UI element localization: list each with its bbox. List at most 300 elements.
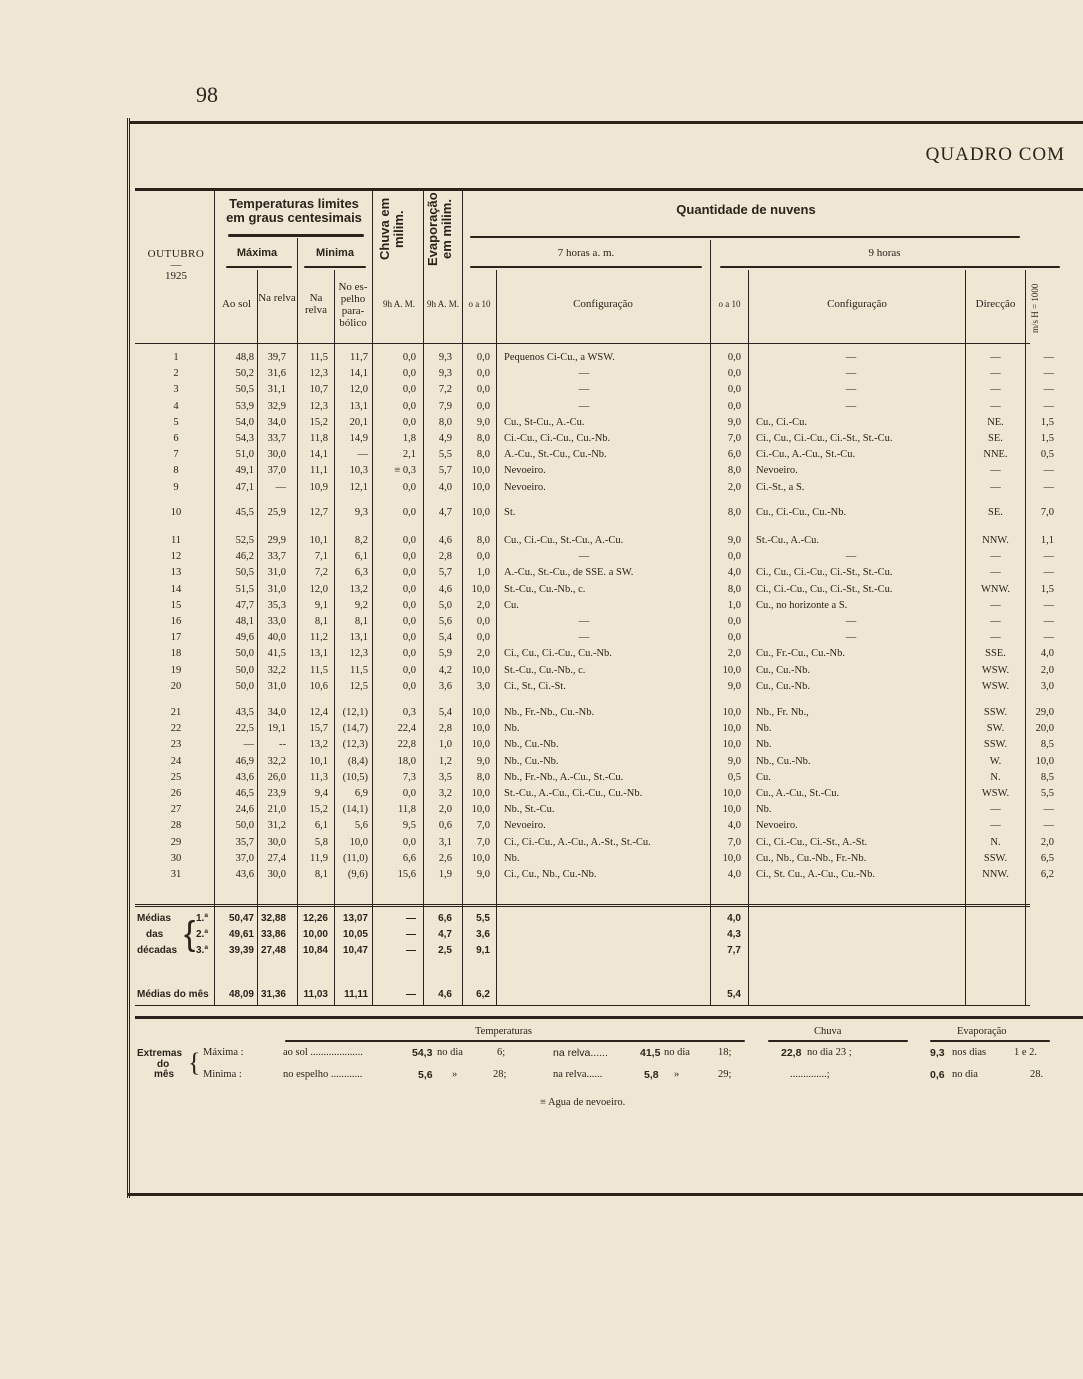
- evap-cell: 4,6: [438, 583, 452, 595]
- max-sol-cell: 48,8: [235, 352, 254, 363]
- evap-header: Evaporação em milim.: [425, 192, 454, 266]
- min-espelho-value: 5,6: [418, 1069, 433, 1081]
- header-top-rule: [135, 188, 1083, 191]
- direccao-header: Direcção: [975, 298, 1016, 310]
- nuvens-9h-cell: 9,0: [727, 416, 741, 428]
- nuvens-7h-cell: 8,0: [476, 771, 490, 783]
- nuvens-7h-cell: 10,0: [471, 723, 490, 735]
- nuvens-7h-cell: 0,0: [476, 632, 490, 644]
- direccao-cell: —: [990, 820, 1001, 832]
- min-relva-cell: 10,1: [309, 755, 328, 767]
- decade-2: 2.ª: [196, 929, 209, 940]
- max-relva-cell: 39,7: [267, 352, 286, 363]
- nuvens-7h-cell: 7,0: [476, 836, 490, 848]
- day-cell: 10: [170, 506, 182, 518]
- col-rule: [372, 188, 373, 1005]
- summary-cell: 5,5: [476, 913, 490, 924]
- chuva-cell: 0,0: [402, 648, 416, 660]
- direccao-cell: N.: [990, 836, 1001, 848]
- nuvens-9h-cell: 10,0: [722, 723, 741, 735]
- config-7h-cell: —: [578, 551, 590, 563]
- summary-cell: 3,6: [476, 929, 490, 940]
- col-rule: [214, 188, 215, 1005]
- direccao-cell: —: [990, 804, 1001, 816]
- min-espelho-cell: (12,1): [342, 707, 368, 718]
- summary-cell: 9,1: [476, 945, 490, 956]
- swash: [768, 1040, 908, 1042]
- max-sol-cell: 46,5: [235, 788, 254, 799]
- summary-cell: 4,7: [438, 929, 452, 940]
- summary-cell: 6,6: [438, 913, 452, 924]
- no-dia: no dia: [664, 1047, 690, 1058]
- day-cell: 31: [170, 869, 182, 880]
- day-cell: 7: [173, 449, 179, 461]
- day-cell: 6: [173, 433, 179, 444]
- swash: [470, 236, 1020, 238]
- min-relva-cell: 14,1: [309, 449, 328, 461]
- max-relva-cell: 33,7: [267, 433, 286, 444]
- max-relva-cell: 30,0: [267, 869, 286, 880]
- evap-cell: 9,3: [438, 352, 452, 363]
- min-espelho-cell: 6,9: [354, 788, 368, 799]
- wind-cell: —: [1043, 551, 1054, 563]
- nuvens-7h-cell: 0,0: [476, 616, 490, 627]
- min-espelho-cell: (9,6): [347, 869, 368, 880]
- min-relva-cell: 12,7: [309, 506, 328, 518]
- chuva-min-text: ..............;: [790, 1069, 830, 1080]
- min-espelho-cell: (14,7): [342, 723, 368, 735]
- config-7h-cell: —: [578, 368, 590, 380]
- temp-header: Temperaturas limites em graus centesimais: [226, 196, 362, 225]
- config-9h-cell: —: [845, 368, 857, 380]
- max-relva-cell: 35,3: [267, 599, 286, 611]
- max-relva-cell: 32,2: [267, 664, 286, 676]
- wind-cell: 5,5: [1040, 788, 1054, 799]
- nuvens-7h-cell: 10,0: [471, 804, 490, 816]
- wind-cell: —: [1043, 352, 1054, 363]
- nuvens-9h-cell: 1,0: [727, 599, 741, 611]
- wind-cell: —: [1043, 616, 1054, 627]
- chuva-cell: 7,3: [402, 771, 416, 783]
- nuvens-7h-cell: 8,0: [476, 449, 490, 461]
- mes-cell: 11,03: [303, 989, 328, 1000]
- nuvens-9h-cell: 7,0: [727, 433, 741, 444]
- config-9h-cell: Nevoeiro.: [756, 465, 798, 477]
- brace: {: [184, 915, 196, 953]
- max-sol-cell: 50,2: [235, 368, 254, 380]
- config-7h-cell: St.-Cu., Cu.-Nb., c.: [504, 664, 586, 676]
- min-relva-cell: 15,2: [309, 804, 328, 816]
- evap-cell: 5,7: [438, 567, 452, 579]
- day-cell: 3: [173, 384, 179, 396]
- evap-cell: 4,6: [438, 535, 452, 546]
- direccao-cell: —: [990, 352, 1001, 363]
- chuva-cell: ≡ 0,3: [394, 465, 416, 477]
- direccao-cell: NNE.: [983, 449, 1008, 461]
- na-relva-max-header: Na relva: [258, 292, 296, 304]
- day-cell: 15: [170, 599, 182, 611]
- config-7h-cell: —: [578, 400, 590, 412]
- direccao-cell: —: [990, 368, 1001, 380]
- config-9h-cell: Cu.: [756, 771, 771, 783]
- max-sol-cell: 43,6: [235, 869, 254, 880]
- direccao-cell: —: [990, 599, 1001, 611]
- config-9h-cell: —: [845, 616, 857, 627]
- direccao-cell: —: [990, 551, 1001, 563]
- max-relva-cell: --: [279, 739, 286, 751]
- evap-min-value: 0,6: [930, 1069, 945, 1081]
- decadas-label: décadas: [137, 945, 178, 956]
- max-sol-cell: 49,6: [235, 632, 254, 644]
- chuva-cell: 0,0: [402, 567, 416, 579]
- day-cell: 20: [170, 680, 182, 692]
- nuvens-9h-cell: 9,0: [727, 680, 741, 692]
- chuva-cell: 0,0: [402, 416, 416, 428]
- min-espelho-cell: —: [357, 449, 368, 461]
- min-espelho-cell: (14,1): [342, 804, 368, 816]
- col-rule: [462, 188, 463, 1005]
- max-relva-cell: 33,0: [267, 616, 286, 627]
- direccao-cell: SW.: [986, 723, 1005, 735]
- direccao-cell: W.: [989, 755, 1002, 767]
- nuvens-header: Quantidade de nuvens: [676, 202, 816, 217]
- config-header: Configuração: [573, 298, 633, 310]
- summary-cell: 10,00: [302, 929, 328, 940]
- config-7h-cell: St.-Cu., A.-Cu., Ci.-Cu., Cu.-Nb.: [504, 788, 643, 799]
- config-9h-cell: Nb., Cu.-Nb.: [756, 755, 811, 767]
- max-relva-cell: 31,1: [267, 384, 286, 396]
- evap-cell: 1,2: [438, 755, 452, 767]
- config-9h-cell: Cu., Cu.-Nb.: [756, 680, 810, 692]
- evap-cell: 1,9: [438, 869, 452, 880]
- col-rule: [748, 270, 749, 1005]
- config-7h-cell: Cu., St-Cu., A.-Cu.: [504, 416, 585, 428]
- wind-cell: 1,1: [1040, 535, 1054, 546]
- min-relva-cell: 13,1: [309, 648, 328, 660]
- max-sol-cell: 46,9: [235, 755, 254, 767]
- config-7h-cell: Nevoeiro.: [504, 465, 546, 477]
- chuva-cell: 11,8: [398, 804, 416, 816]
- max-sol-value: 54,3: [412, 1047, 433, 1059]
- config-7h-cell: St.: [504, 506, 516, 518]
- max-sol-cell: 22,5: [235, 723, 254, 735]
- wind-cell: 8,5: [1040, 771, 1054, 783]
- min-relva-cell: 11,3: [310, 771, 328, 783]
- col-rule: [423, 188, 424, 1005]
- month-dash: —: [170, 259, 182, 271]
- min-relva-cell: 5,8: [314, 836, 328, 848]
- nuvens-9h-cell: 0,0: [727, 632, 741, 644]
- min-relva-cell: 15,7: [309, 723, 328, 735]
- swash: [285, 1040, 745, 1042]
- max-sol-cell: 43,6: [235, 771, 254, 783]
- ao-sol-label: ao sol ....................: [283, 1047, 363, 1058]
- nuvens-9h-cell: 4,0: [727, 820, 741, 832]
- min-relva-cell: 12,0: [309, 583, 328, 595]
- config-7h-cell: A.-Cu., St.-Cu., Cu.-Nb.: [504, 449, 607, 461]
- nuvens-7h-cell: 8,0: [476, 535, 490, 546]
- chuva-cell: 0,0: [402, 506, 416, 518]
- max-relva-cell: 29,9: [267, 535, 286, 546]
- direccao-cell: SSE.: [985, 648, 1006, 660]
- nuvens-9h-cell: 8,0: [727, 583, 741, 595]
- wind-cell: —: [1043, 368, 1054, 380]
- config-9h-cell: Cu., no horizonte a S.: [756, 599, 848, 611]
- swash: [720, 266, 1060, 268]
- direccao-cell: —: [990, 632, 1001, 644]
- summary-cell: 4,0: [727, 913, 741, 924]
- nuvens-7h-cell: 0,0: [476, 551, 490, 563]
- max-sol-cell: 50,0: [235, 664, 254, 676]
- evap-cell: 4,2: [438, 664, 452, 676]
- min-espelho-cell: 12,5: [349, 680, 368, 692]
- evap-cell: 3,1: [438, 836, 452, 848]
- wind-cell: 2,0: [1040, 664, 1054, 676]
- chuva-cell: 18,0: [397, 755, 416, 767]
- extremas-top-rule: [135, 1016, 1083, 1019]
- min-relva-value: 5,8: [644, 1069, 659, 1081]
- chuva-max-text: no dia 23 ;: [807, 1047, 852, 1058]
- min-espelho-cell: 14,9: [349, 433, 368, 444]
- wind-cell: —: [1043, 804, 1054, 816]
- nuvens-7h-cell: 10,0: [471, 583, 490, 595]
- evap-cell: 9,3: [438, 368, 452, 380]
- wind-cell: —: [1043, 632, 1054, 644]
- evap-cell: 0,6: [438, 820, 452, 832]
- day-cell: 18: [170, 648, 182, 660]
- config-9h-cell: Nb.: [756, 723, 772, 735]
- wind-cell: 29,0: [1035, 707, 1054, 718]
- day-cell: 26: [170, 788, 182, 799]
- evap-cell: 5,9: [438, 648, 452, 660]
- min-relva-cell: 9,4: [314, 788, 328, 799]
- footnote: ≡ Agua de nevoeiro.: [540, 1097, 626, 1108]
- chuva-cell: 0,3: [402, 707, 416, 718]
- config-7h-cell: Ci., Cu., Ci.-Cu., Cu.-Nb.: [504, 648, 612, 660]
- max-sol-cell: 47,1: [235, 481, 254, 493]
- config-7h-cell: Nb.: [504, 723, 520, 735]
- min-espelho-cell: 6,3: [354, 567, 368, 579]
- day-cell: 17: [170, 632, 182, 644]
- max-sol-cell: 47,7: [235, 599, 254, 611]
- min-espelho-day: 28;: [493, 1069, 507, 1080]
- day-cell: 19: [170, 664, 182, 676]
- nuvens-7h-cell: 7,0: [476, 820, 490, 832]
- chuva-max-value: 22,8: [781, 1047, 802, 1059]
- direccao-cell: —: [990, 616, 1001, 627]
- chuva-cell: 6,6: [402, 852, 416, 864]
- max-relva-cell: 31,0: [267, 567, 286, 579]
- ditto-mark: »: [674, 1069, 680, 1080]
- day-cell: 23: [170, 739, 182, 751]
- summary-cell: 4,3: [727, 929, 741, 940]
- summary-cell: 33,86: [260, 929, 286, 940]
- summary-cell: 50,47: [228, 913, 254, 924]
- max-relva-cell: 37,0: [267, 465, 286, 477]
- max-relva-cell: 31,0: [267, 680, 286, 692]
- min-header: Minima: [316, 247, 354, 259]
- config-9h-cell: Cu., Nb., Cu.-Nb., Fr.-Nb.: [756, 852, 867, 864]
- day-cell: 11: [170, 535, 182, 546]
- nuvens-9h-cell: 0,0: [727, 551, 741, 563]
- chuva-cell: 0,0: [402, 384, 416, 396]
- evap-cell: 2,0: [438, 804, 452, 816]
- config-7h-cell: Cu.: [504, 599, 519, 611]
- max-sol-cell: 46,2: [235, 551, 254, 563]
- config-7h-cell: Nb.: [504, 852, 520, 864]
- min-espelho-cell: 14,1: [349, 368, 368, 380]
- max-header: Máxima: [236, 247, 278, 259]
- min-relva-cell: 10,1: [309, 535, 328, 546]
- summary-cell: 7,7: [727, 945, 741, 956]
- chuva-cell: 0,0: [402, 400, 416, 412]
- nuvens-9h-cell: 0,0: [727, 352, 741, 363]
- max-relva-day: 18;: [718, 1047, 732, 1058]
- day-cell: 5: [173, 416, 179, 428]
- chuva-cell: 0,0: [402, 616, 416, 627]
- config-9h-cell: —: [845, 632, 857, 644]
- nuvens-7h-cell: 0,0: [476, 352, 490, 363]
- max-relva-cell: 32,9: [267, 400, 286, 412]
- max-relva-cell: 31,6: [267, 368, 286, 380]
- nuvens-7h-cell: 3,0: [476, 680, 490, 692]
- day-cell: 13: [170, 567, 182, 579]
- day-cell: 16: [170, 616, 182, 627]
- nine-am-header: 9h A. M.: [382, 299, 415, 309]
- summary-cell: 12,26: [302, 913, 328, 924]
- chuva-cell: 0,0: [402, 599, 416, 611]
- min-espelho-cell: 12,3: [349, 648, 368, 660]
- max-sol-day: 6;: [497, 1047, 506, 1058]
- min-relva-cell: 7,2: [314, 567, 328, 579]
- evap-max-value: 9,3: [930, 1047, 945, 1059]
- mes-cell: 6,2: [476, 989, 490, 1000]
- day-cell: 24: [170, 755, 182, 767]
- direccao-cell: NNW.: [982, 535, 1009, 546]
- chuva-cell: 0,0: [402, 632, 416, 644]
- ditto-mark: »: [452, 1069, 458, 1080]
- wind-cell: 2,0: [1040, 836, 1054, 848]
- day-cell: 1: [173, 352, 179, 363]
- na-relva-min-header: Na relva: [305, 292, 327, 316]
- min-relva-cell: 11,1: [310, 465, 328, 477]
- config-7h-cell: Nb., Cu.-Nb.: [504, 739, 559, 751]
- evap-cell: 5,0: [438, 599, 452, 611]
- min-relva-cell: 13,2: [309, 739, 328, 751]
- evap-cell: 4,9: [438, 433, 452, 444]
- direccao-cell: SSW.: [983, 739, 1008, 751]
- min-relva-cell: 10,9: [309, 481, 328, 493]
- month-header: OUTUBRO: [147, 248, 205, 260]
- nuvens-9h-cell: 0,0: [727, 384, 741, 396]
- nuvens-9h-cell: 10,0: [722, 739, 741, 751]
- nuvens-9h-cell: 2,0: [727, 481, 741, 493]
- wind-cell: 3,0: [1040, 680, 1054, 692]
- wind-header: m/s H = 1000: [1030, 283, 1040, 333]
- config-9h-cell: Nb.: [756, 804, 772, 816]
- min-relva-cell: 6,1: [314, 820, 328, 832]
- day-cell: 25: [170, 771, 182, 783]
- nuvens-9h-cell: 4,0: [727, 869, 741, 880]
- min-espelho-cell: 9,2: [354, 599, 368, 611]
- config-7h-cell: Pequenos Ci-Cu., a WSW.: [504, 352, 615, 363]
- chuva-label: Chuva: [814, 1026, 842, 1037]
- nuvens-7h-cell: 8,0: [476, 433, 490, 444]
- max-relva-cell: 30,0: [267, 449, 286, 461]
- min-espelho-cell: (10,5): [342, 771, 368, 783]
- day-cell: 21: [170, 707, 182, 718]
- direccao-cell: SSW.: [983, 852, 1008, 864]
- wind-cell: 1,5: [1040, 433, 1054, 444]
- min-espelho-cell: 11,5: [350, 664, 368, 676]
- o-a-10-header: o a 10: [468, 299, 491, 309]
- max-sol-cell: 54,0: [235, 416, 254, 428]
- direccao-cell: NNW.: [982, 869, 1009, 880]
- max-relva-cell: 34,0: [267, 416, 286, 428]
- config-9h-cell: Ci., Ci.-Cu., Ci.-St., A.-St.: [756, 836, 868, 848]
- min-espelho-cell: 13,1: [349, 400, 368, 412]
- evap-cell: 5,7: [438, 465, 452, 477]
- max-sol-cell: 50,0: [235, 680, 254, 692]
- page-number: 98: [196, 82, 218, 107]
- max-sol-cell: —: [243, 739, 254, 751]
- config-9h-cell: —: [845, 352, 857, 363]
- evap-cell: 3,2: [438, 788, 452, 799]
- direccao-cell: —: [990, 465, 1001, 477]
- config-9h-cell: Nevoeiro.: [756, 820, 798, 832]
- evap-cell: 7,9: [438, 400, 452, 412]
- max-sol-cell: 50,5: [235, 384, 254, 396]
- wind-cell: —: [1043, 481, 1054, 493]
- swash: [304, 266, 366, 268]
- chuva-cell: 0,0: [402, 481, 416, 493]
- min-espelho-cell: 20,1: [349, 416, 368, 428]
- evap-cell: 2,8: [438, 551, 452, 563]
- nuvens-9h-cell: 7,0: [727, 836, 741, 848]
- min-espelho-cell: 13,1: [349, 632, 368, 644]
- nuvens-7h-cell: 2,0: [476, 599, 490, 611]
- summary-cell: 49,61: [228, 929, 254, 940]
- max-sol-cell: 50,5: [235, 567, 254, 579]
- wind-cell: —: [1043, 820, 1054, 832]
- config-7h-cell: Nb., St.-Cu.: [504, 804, 555, 816]
- table-title: QUADRO COM: [925, 144, 1065, 165]
- config-7h-cell: Nb., Fr.-Nb., A.-Cu., St.-Cu.: [504, 771, 624, 783]
- min-relva-cell: 9,1: [314, 599, 328, 611]
- evap-cell: 2,8: [438, 723, 452, 735]
- config-9h-cell: Ci., St. Cu., A.-Cu., Cu.-Nb.: [756, 869, 876, 880]
- max-relva-cell: 19,1: [267, 723, 286, 735]
- evap-cell: 4,0: [438, 481, 452, 493]
- direccao-cell: SE.: [988, 433, 1003, 444]
- day-cell: 28: [170, 820, 182, 832]
- nuvens-7h-cell: 1,0: [476, 567, 490, 579]
- direccao-cell: WSW.: [981, 664, 1010, 676]
- config-header: Configuração: [827, 298, 887, 310]
- config-7h-cell: Nb., Cu.-Nb.: [504, 755, 559, 767]
- nuvens-9h-cell: 10,0: [722, 804, 741, 816]
- minima-label: Minima :: [203, 1069, 242, 1080]
- min-relva-cell: 11,9: [310, 852, 328, 864]
- chuva-cell: 0,0: [402, 680, 416, 692]
- min-relva-cell: 11,2: [310, 632, 328, 644]
- config-9h-cell: Nb.: [756, 739, 772, 751]
- max-relva-value: 41,5: [640, 1047, 661, 1059]
- nuvens-9h-cell: 2,0: [727, 648, 741, 660]
- max-sol-cell: 51,0: [235, 449, 254, 461]
- medias-label: Médias: [137, 913, 171, 924]
- min-relva-cell: 8,1: [314, 869, 328, 880]
